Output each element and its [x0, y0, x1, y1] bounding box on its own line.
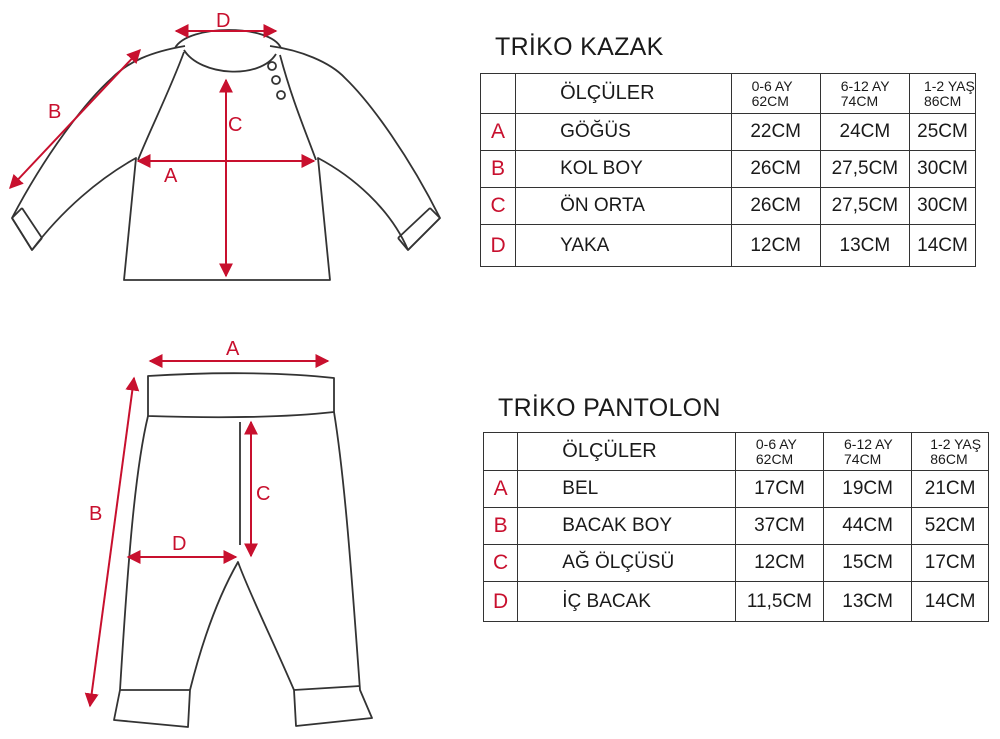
sweater-label-c: C: [228, 114, 243, 136]
pants-arrows: [90, 361, 328, 706]
pants-label-b: B: [89, 503, 103, 525]
header-size-3: 1-2 YAŞ 86CM: [912, 433, 989, 471]
sweater-title: TRİKO KAZAK: [495, 33, 664, 61]
row-letter: B: [484, 508, 518, 545]
header-size-1: 0-6 AY 62CM: [731, 74, 820, 114]
table-row: [484, 582, 989, 622]
table-header-row: [484, 433, 989, 471]
table-header-row: [481, 74, 976, 114]
pants-label-a: A: [226, 338, 240, 360]
row-value: 15CM: [824, 545, 912, 582]
pants-size-table: [483, 432, 989, 622]
table-row: [481, 114, 976, 151]
row-letter: A: [484, 471, 518, 508]
pants-arrow-b: [90, 378, 134, 706]
row-value: 13CM: [820, 225, 909, 267]
row-value: 17CM: [912, 545, 989, 582]
row-name: İÇ BACAK: [518, 582, 736, 622]
row-value: 11,5CM: [735, 582, 823, 622]
header-measurements: ÖLÇÜLER: [518, 433, 736, 471]
table-row: [484, 471, 989, 508]
header-size-1: 0-6 AY 62CM: [735, 433, 823, 471]
row-value: 21CM: [912, 471, 989, 508]
sweater-size-table: [480, 73, 976, 267]
row-name: BACAK BOY: [518, 508, 736, 545]
row-letter: C: [481, 188, 516, 225]
pants-label-c: C: [256, 483, 271, 505]
row-letter: D: [481, 225, 516, 267]
table-row: [484, 508, 989, 545]
table-row: [484, 545, 989, 582]
pants-label-d: D: [172, 533, 187, 555]
row-name: ÖN ORTA: [516, 188, 731, 225]
row-value: 22CM: [731, 114, 820, 151]
sweater-label-d: D: [216, 10, 231, 32]
row-value: 13CM: [824, 582, 912, 622]
row-value: 25CM: [909, 114, 975, 151]
table-row: [481, 225, 976, 267]
row-value: 12CM: [735, 545, 823, 582]
row-value: 27,5CM: [820, 151, 909, 188]
row-value: 14CM: [909, 225, 975, 267]
row-value: 17CM: [735, 471, 823, 508]
row-name: AĞ ÖLÇÜSÜ: [518, 545, 736, 582]
row-name: KOL BOY: [516, 151, 731, 188]
header-measurements: ÖLÇÜLER: [516, 74, 731, 114]
row-name: BEL: [518, 471, 736, 508]
header-blank-cell: [484, 433, 518, 471]
header-blank-cell: [481, 74, 516, 114]
row-letter: A: [481, 114, 516, 151]
row-letter: C: [484, 545, 518, 582]
row-letter: B: [481, 151, 516, 188]
row-value: 26CM: [731, 151, 820, 188]
row-value: 12CM: [731, 225, 820, 267]
sweater-label-a: A: [164, 165, 178, 187]
row-value: 37CM: [735, 508, 823, 545]
header-size-2: 6-12 AY 74CM: [824, 433, 912, 471]
header-size-2: 6-12 AY 74CM: [820, 74, 909, 114]
row-name: GÖĞÜS: [516, 114, 731, 151]
row-value: 19CM: [824, 471, 912, 508]
pants-title: TRİKO PANTOLON: [498, 394, 721, 422]
header-size-3: 1-2 YAŞ 86CM: [909, 74, 975, 114]
row-name: YAKA: [516, 225, 731, 267]
row-value: 52CM: [912, 508, 989, 545]
row-value: 26CM: [731, 188, 820, 225]
table-row: [481, 188, 976, 225]
row-value: 30CM: [909, 188, 975, 225]
pants-drawing: [114, 373, 372, 727]
row-value: 14CM: [912, 582, 989, 622]
row-value: 30CM: [909, 151, 975, 188]
row-value: 24CM: [820, 114, 909, 151]
row-value: 44CM: [824, 508, 912, 545]
row-letter: D: [484, 582, 518, 622]
row-value: 27,5CM: [820, 188, 909, 225]
sweater-label-b: B: [48, 101, 62, 123]
table-row: [481, 151, 976, 188]
